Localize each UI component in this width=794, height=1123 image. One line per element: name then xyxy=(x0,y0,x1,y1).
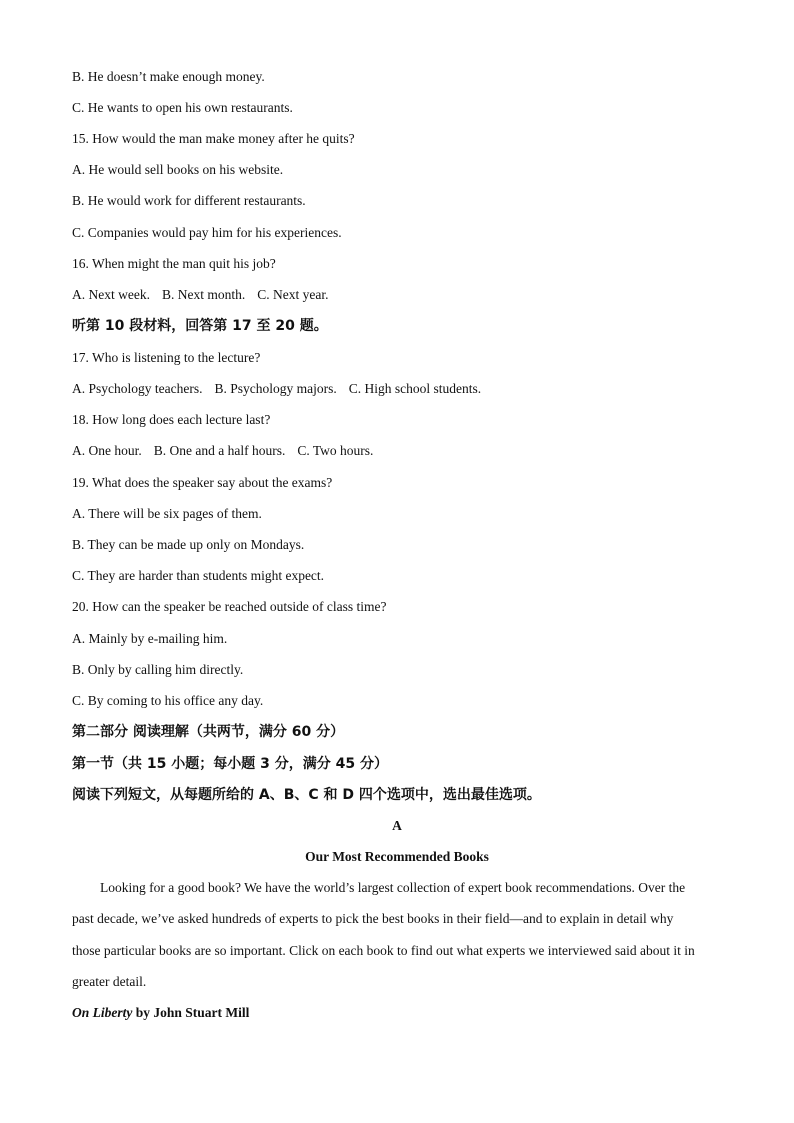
book-title: On Liberty xyxy=(72,1005,133,1020)
option-18b: B. One and a half hours. xyxy=(153,443,286,458)
option-19a: A. There will be six pages of them. xyxy=(72,506,262,521)
book-author: by John Stuart Mill xyxy=(132,1005,250,1020)
option-17b: B. Psychology majors. xyxy=(214,381,337,396)
option-20c: C. By coming to his office any day. xyxy=(72,693,264,708)
question-20: 20. How can the speaker be reached outside of class time? xyxy=(72,599,387,614)
section-instruction-10: 听第 10 段材料，回答第 17 至 20 题。 xyxy=(72,318,328,334)
options-18 xyxy=(72,442,732,460)
question-19: 19. What does the speaker say about the exams? xyxy=(72,475,333,490)
option-15c: C. Companies would pay him for his experiences. xyxy=(72,225,342,240)
question-17: 17. Who is listening to the lecture? xyxy=(72,350,261,365)
paragraph-line-1: Looking for a good book? We have the world’s largest collection of expert book recommendations. Over the xyxy=(100,880,686,895)
option-20a: A. Mainly by e-mailing him. xyxy=(72,631,228,646)
option-15a: A. He would sell books on his website. xyxy=(72,162,284,177)
option-14c: C. He wants to open his own restaurants. xyxy=(72,100,293,115)
option-18a: A. One hour. xyxy=(72,443,142,458)
option-16b: B. Next month. xyxy=(161,287,246,302)
paragraph-line-4: greater detail. xyxy=(72,974,147,989)
reading-instruction: 阅读下列短文，从每题所给的 A、B、C 和 D 四个选项中，选出最佳选项。 xyxy=(72,787,541,803)
option-17c: C. High school students. xyxy=(348,381,482,396)
passage-label: A xyxy=(392,818,402,833)
question-16: 16. When might the man quit his job? xyxy=(72,256,276,271)
paragraph-line-2: past decade, we’ve asked hundreds of experts to pick the best books in their field—and to explain in detail why xyxy=(72,911,674,926)
part-two-heading: 第二部分 阅读理解（共两节，满分 60 分） xyxy=(72,724,345,740)
option-16c: C. Next year. xyxy=(257,287,329,302)
options-16 xyxy=(72,286,732,304)
paragraph-line-3: those particular books are so important. Click on each book to find out what experts we interviewed said about it in xyxy=(72,943,695,958)
options-17 xyxy=(72,380,732,398)
book-heading xyxy=(72,1004,732,1022)
question-15: 15. How would the man make money after he quits? xyxy=(72,131,355,146)
passage-title: Our Most Recommended Books xyxy=(305,849,489,864)
option-17a: A. Psychology teachers. xyxy=(72,381,203,396)
option-14b: B. He doesn’t make enough money. xyxy=(72,69,265,84)
section-one-heading: 第一节（共 15 小题；每小题 3 分，满分 45 分） xyxy=(72,756,388,772)
option-19b: B. They can be made up only on Mondays. xyxy=(72,537,305,552)
option-19c: C. They are harder than students might expect. xyxy=(72,568,325,583)
option-20b: B. Only by calling him directly. xyxy=(72,662,244,677)
question-18: 18. How long does each lecture last? xyxy=(72,412,271,427)
option-18c: C. Two hours. xyxy=(297,443,374,458)
option-16a: A. Next week. xyxy=(72,287,150,302)
option-15b: B. He would work for different restaurants. xyxy=(72,193,306,208)
